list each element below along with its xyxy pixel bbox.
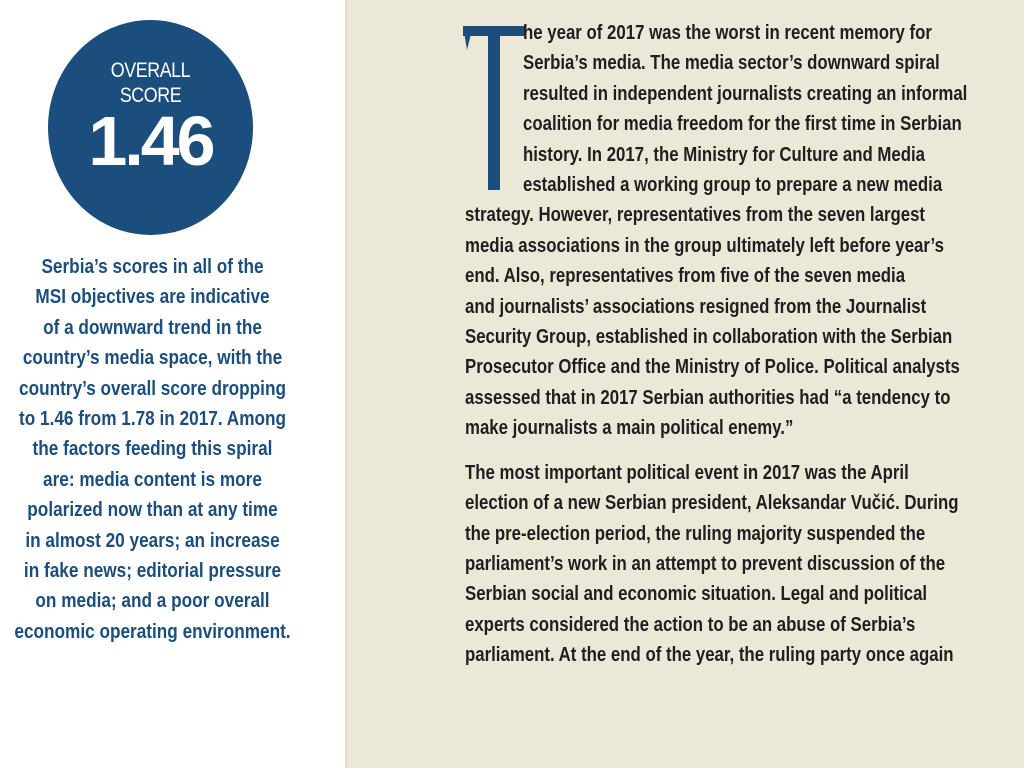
sidebar-line: country’s overall score dropping <box>18 377 286 400</box>
score-value: 1.46 <box>88 102 213 180</box>
sidebar-line: of a downward trend in the <box>43 316 262 339</box>
article-line: parliament. At the end of the year, the ruling party once again <box>465 644 954 667</box>
sidebar-line: in almost 20 years; an increase <box>25 529 280 552</box>
sidebar-line: country’s media space, with the <box>22 347 283 370</box>
score-label-line2: SCORE <box>119 84 182 107</box>
article-line: he year of 2017 was the worst in recent memory for <box>523 22 932 44</box>
sidebar <box>0 0 345 768</box>
article-line: end. Also, representatives from five of the seven media <box>465 265 906 288</box>
article-line: Security Group, established in collaboration with the Serbian <box>465 326 953 349</box>
article-line: the pre-election period, the ruling majority suspended the <box>465 522 926 545</box>
sidebar-line: in fake news; editorial pressure <box>23 560 282 583</box>
article-line: strategy. However, representatives from the seven largest <box>465 204 926 227</box>
sidebar-line: economic operating environment. <box>14 620 291 643</box>
article-line: and journalists’ associations resigned from the Journalist <box>465 295 927 318</box>
article-line: established a working group to prepare a new media <box>523 174 943 197</box>
article-line: The most important political event in 2017 was the April <box>465 461 909 484</box>
sidebar-line: are: media content is more <box>43 468 262 491</box>
sidebar-line: MSI objectives are indicative <box>35 286 270 309</box>
sidebar-line: to 1.46 from 1.78 in 2017. Among <box>18 408 287 431</box>
article-line: Serbia’s media. The media sector’s downward spiral <box>523 52 940 75</box>
score-label-line1: OVERALL <box>110 59 191 82</box>
article-line: Prosecutor Office and the Ministry of Police. Political analysts <box>465 356 960 379</box>
sidebar-line: polarized now than at any time <box>27 499 278 522</box>
article-line: assessed that in 2017 Serbian authorities had “a tendency to <box>465 386 951 409</box>
sidebar-line: on media; and a poor overall <box>35 590 270 613</box>
article-line: experts considered the action to be an abuse of Serbia’s <box>465 613 916 636</box>
score-label <box>63 58 237 108</box>
article-line: history. In 2017, the Ministry for Culture and Media <box>523 143 926 166</box>
article-line: resulted in independent journalists creating an informal <box>523 82 968 105</box>
sidebar-summary <box>0 252 325 647</box>
article-line: parliament’s work in an attempt to prevent discussion of the <box>465 552 946 575</box>
article-line: make journalists a main political enemy.” <box>465 417 794 440</box>
article-body <box>465 18 1024 671</box>
article-line: Serbian social and economic situation. Legal and political <box>465 583 928 606</box>
article-line: coalition for media freedom for the first time in Serbian <box>523 113 962 136</box>
sidebar-line: the factors feeding this spiral <box>32 438 273 461</box>
article-line: election of a new Serbian president, Aleksandar Vučić. During <box>465 492 959 515</box>
sidebar-line: Serbia’s scores in all of the <box>41 256 264 278</box>
paragraph-gap <box>465 444 1024 458</box>
article-line: media associations in the group ultimately left before year’s <box>465 234 944 257</box>
overall-score-badge <box>48 20 253 235</box>
